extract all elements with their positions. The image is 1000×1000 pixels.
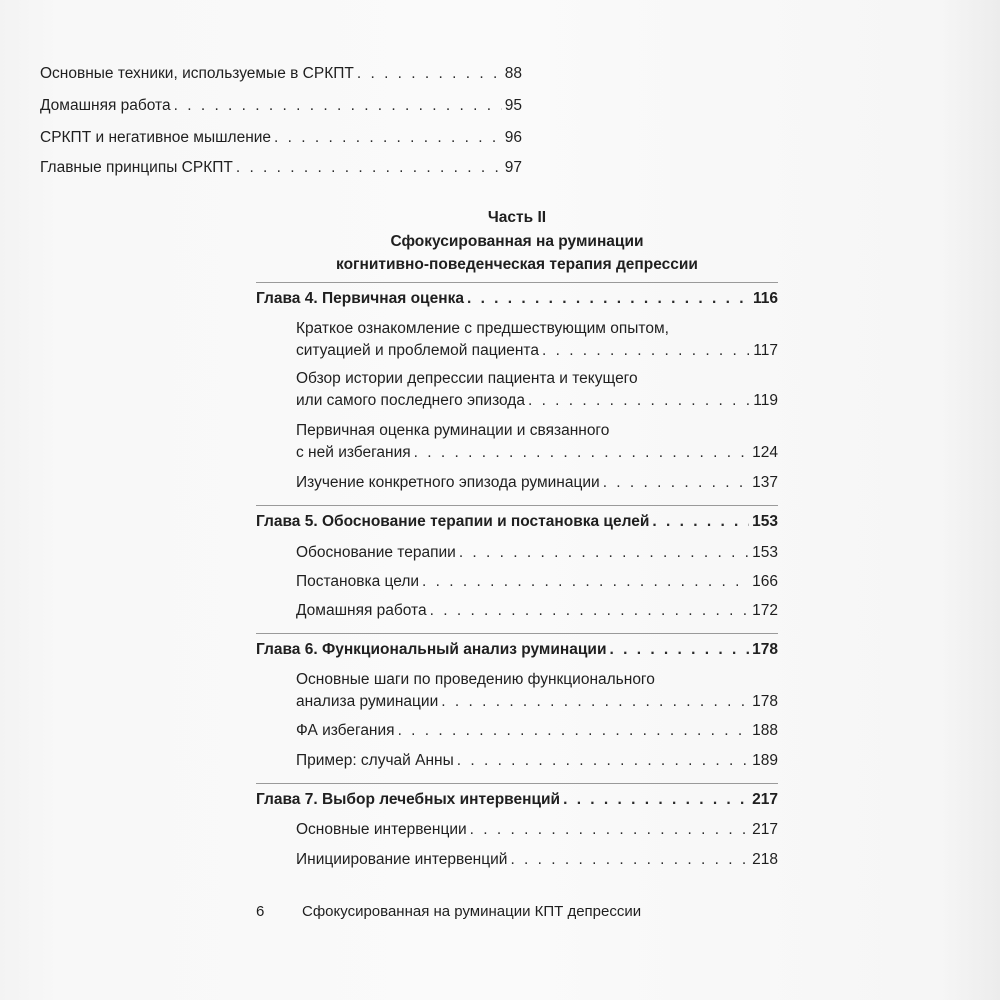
toc-entry	[296, 850, 778, 870]
toc-entry	[296, 601, 778, 621]
toc-entry-title: СРКПТ и негативное мышление	[40, 129, 272, 146]
toc-entry-page: 96	[504, 129, 522, 146]
toc-entry-title: ситуацией и проблемой пациента	[296, 342, 539, 359]
toc-entry-title: Домашняя работа	[40, 97, 171, 114]
toc-entry-title: Основные интервенции	[296, 821, 467, 838]
toc-entry-page: 137	[752, 474, 778, 491]
chapter-page: 178	[752, 641, 778, 658]
toc-entry-page: 97	[504, 159, 522, 176]
toc-entry	[40, 128, 522, 148]
toc-entry-title: ФА избегания	[296, 722, 395, 739]
chapter-title: Глава 6. Функциональный анализ руминации	[256, 641, 607, 658]
chapter-page: 153	[752, 513, 778, 530]
toc-entry-title: Основные техники, используемые в СРКПТ	[40, 65, 354, 82]
toc-entry	[296, 473, 778, 493]
chapter-divider	[256, 783, 778, 784]
toc-entry	[296, 751, 778, 771]
chapter-heading	[256, 512, 778, 532]
toc-entry-title: анализа руминации	[296, 693, 439, 710]
toc-entry-title-line1: Краткое ознакомление с предшествующим опытом,	[296, 320, 669, 337]
toc-entry-title-line1: Первичная оценка руминации и связанного	[296, 422, 610, 439]
chapter-divider	[256, 505, 778, 506]
toc-entry-title-line1: Обзор истории депрессии пациента и текущего	[296, 370, 638, 387]
toc-entry-title: Обоснование терапии	[296, 544, 456, 561]
chapter-page: 217	[752, 791, 778, 808]
toc-entry	[296, 341, 778, 361]
chapter-heading	[256, 289, 778, 309]
toc-entry	[296, 443, 778, 463]
toc-entry-page: 218	[752, 851, 778, 868]
page-footer	[256, 902, 816, 922]
toc-entry-page: 153	[752, 544, 778, 561]
part-title-line2: когнитивно-поведенческая терапия депрессии	[336, 256, 698, 273]
toc-entry	[296, 543, 778, 563]
chapter-divider	[256, 282, 778, 283]
chapter-title: Глава 7. Выбор лечебных интервенций	[256, 791, 561, 808]
toc-entry-page: 124	[752, 444, 778, 461]
toc-entry-page: 189	[752, 752, 778, 769]
toc-entry-title: Инициирование интервенций	[296, 851, 508, 868]
chapter-title: Глава 5. Обоснование терапии и постановка целей	[256, 513, 650, 530]
toc-entry-page: 217	[752, 821, 778, 838]
part-title-line1: Сфокусированная на руминации	[390, 233, 644, 250]
running-title: Сфокусированная на руминации КПТ депрессии	[302, 903, 642, 920]
toc-entry-title: Постановка цели	[296, 573, 420, 590]
chapter-heading	[256, 790, 778, 810]
chapter-title: Глава 4. Первичная оценка	[256, 290, 464, 307]
page-number: 6	[256, 903, 265, 920]
toc-entry-page: 172	[752, 602, 778, 619]
toc-entry	[40, 96, 522, 116]
toc-entry	[296, 721, 778, 741]
toc-entry-title: Главные принципы СРКПТ	[40, 159, 233, 176]
toc-entry-title: Изучение конкретного эпизода руминации	[296, 474, 600, 491]
toc-entry-page: 119	[753, 392, 778, 409]
toc-entry	[296, 572, 778, 592]
chapter-divider	[256, 633, 778, 634]
toc-entry-title: Домашняя работа	[296, 602, 427, 619]
toc-entry-title: Пример: случай Анны	[296, 752, 454, 769]
toc-entry	[296, 820, 778, 840]
part-label: Часть II	[487, 209, 547, 226]
toc-entry-title: или самого последнего эпизода	[296, 392, 525, 409]
toc-entry-title-line1: Основные шаги по проведению функционального	[296, 671, 655, 688]
toc-entry	[296, 692, 778, 712]
toc-entry-page: 178	[752, 693, 778, 710]
toc-entry	[296, 391, 778, 411]
toc-entry-page: 166	[752, 573, 778, 590]
toc-entry	[40, 64, 522, 84]
toc-entry-page: 95	[504, 97, 522, 114]
toc-entry-page: 117	[753, 342, 778, 359]
chapter-page: 116	[752, 290, 778, 307]
toc-entry	[40, 158, 522, 178]
toc-entry-page: 88	[504, 65, 522, 82]
toc-entry-page: 188	[752, 722, 778, 739]
chapter-heading	[256, 640, 778, 660]
toc-entry-title: с ней избегания	[296, 444, 411, 461]
